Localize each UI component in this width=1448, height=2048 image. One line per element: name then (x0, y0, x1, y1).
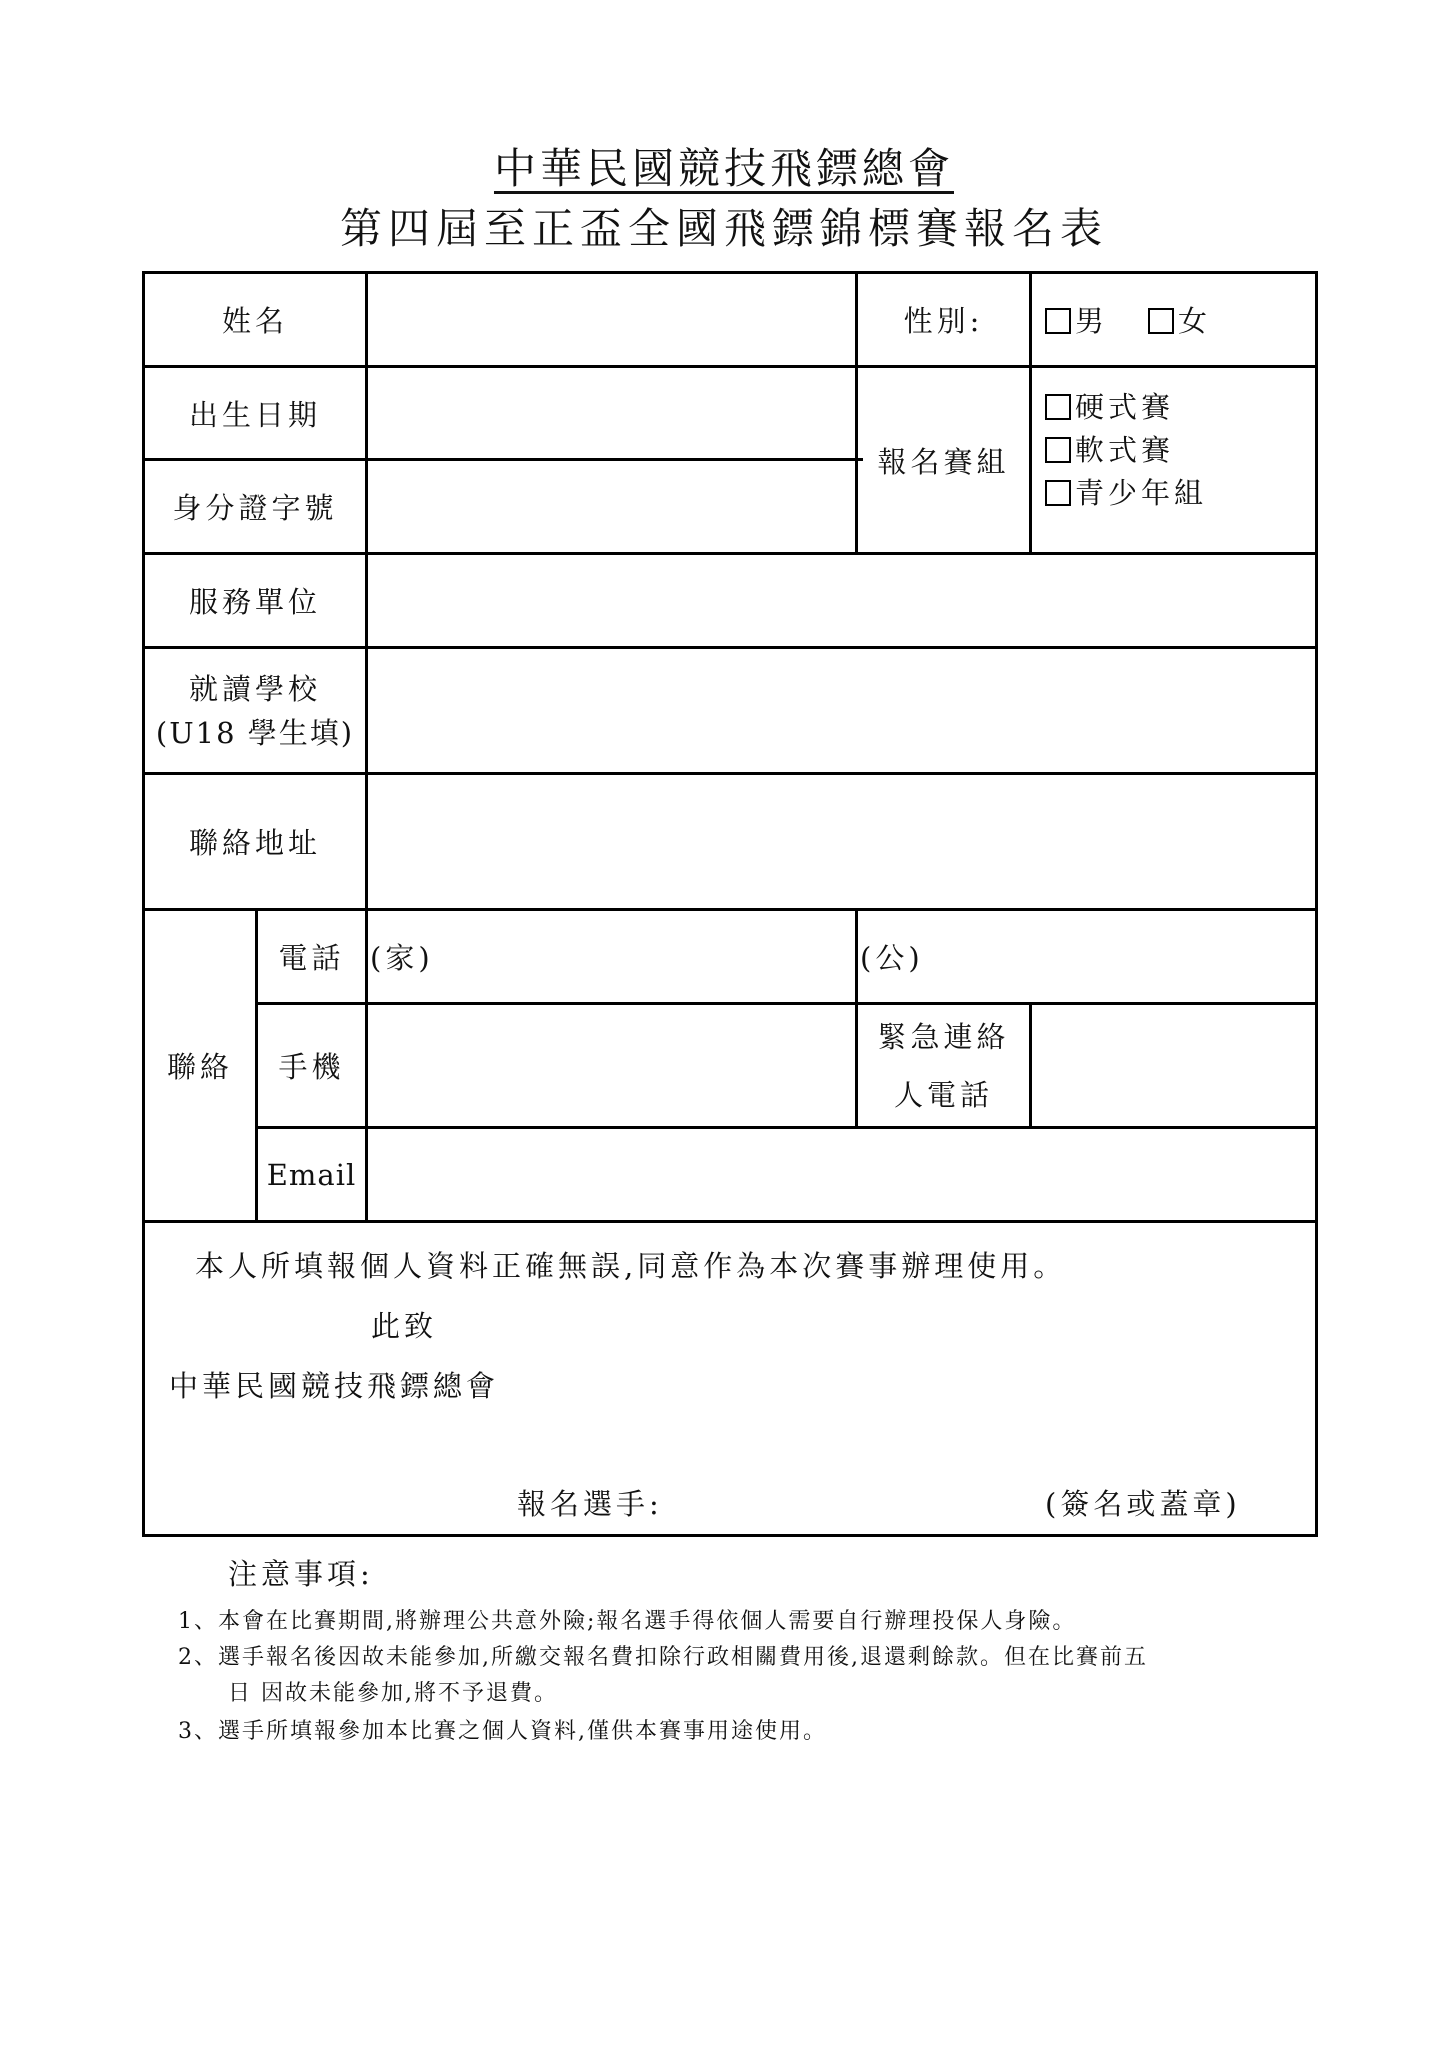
note-item: 日 因故未能參加,將不予退費。 (228, 1681, 558, 1706)
id-label: 身分證字號 (172, 491, 338, 525)
checkbox-icon (1045, 480, 1071, 506)
address-label: 聯絡地址 (188, 826, 321, 860)
note-item: 2、選手報名後因故未能參加,所繳交報名費扣除行政相關費用後,退還剩餘款。但在比賽前五 (178, 1645, 1148, 1670)
school-label: 就讀學校 (U18 學生填) (155, 671, 355, 750)
school-field[interactable] (368, 649, 1315, 772)
division-label: 報名賽組 (877, 444, 1010, 479)
birth-label: 出生日期 (188, 397, 321, 432)
mobile-field[interactable] (368, 1005, 855, 1126)
address-field[interactable] (368, 775, 1315, 908)
registration-form (142, 271, 1318, 1537)
division-hard-checkbox[interactable]: 硬式賽 (1045, 386, 1315, 429)
division-youth-checkbox[interactable]: 青少年組 (1045, 472, 1315, 515)
email-label: Email (266, 1157, 357, 1192)
addressee: 中華民國競技飛鏢總會 (169, 1369, 500, 1403)
gender-label: 性別: (903, 304, 984, 338)
division-soft-checkbox[interactable]: 軟式賽 (1045, 429, 1315, 472)
office-phone-field[interactable]: (公) (860, 941, 924, 975)
work-field[interactable] (368, 555, 1315, 646)
contact-label: 聯絡 (166, 1050, 233, 1084)
phone-label: 電話 (278, 941, 345, 975)
work-label: 服務單位 (188, 585, 321, 619)
declaration-text: 本人所填報個人資料正確無誤,同意作為本次賽事辦理使用。 (195, 1249, 1067, 1283)
note-item: 3、選手所填報參加本比賽之個人資料,僅供本賽事用途使用。 (178, 1719, 827, 1744)
note-item: 1、本會在比賽期間,將辦理公共意外險;報名選手得依個人需要自行辦理投保人身險。 (178, 1609, 1077, 1634)
checkbox-icon (1045, 437, 1071, 463)
birth-field[interactable] (368, 368, 855, 458)
checkbox-icon (1045, 394, 1071, 420)
notes-title: 注意事項: (228, 1557, 374, 1591)
salutation: 此致 (371, 1309, 438, 1343)
gender-options (1045, 274, 1315, 365)
col-divider (1029, 274, 1032, 552)
emergency-label: 緊急連絡 人電話 (877, 1019, 1010, 1112)
org-title: 中華民國競技飛鏢總會 (493, 144, 954, 193)
gender-female-checkbox[interactable]: 女 (1148, 299, 1211, 340)
division-options (1045, 386, 1315, 515)
email-field[interactable] (368, 1129, 1315, 1220)
checkbox-icon (1148, 308, 1174, 334)
signature-hint: (簽名或蓋章) (1045, 1487, 1241, 1521)
gender-male-checkbox[interactable]: 男 (1045, 299, 1108, 340)
emergency-field[interactable] (1032, 1005, 1315, 1126)
name-label: 姓名 (221, 304, 288, 338)
id-field[interactable] (368, 461, 855, 552)
row-divider (145, 1220, 1315, 1223)
checkbox-icon (1045, 308, 1071, 334)
mobile-label: 手機 (278, 1050, 345, 1084)
signer-label: 報名選手: (517, 1487, 663, 1521)
form-title: 第四屆至正盃全國飛鏢錦標賽報名表 (339, 204, 1108, 253)
signature-field[interactable] (675, 1478, 975, 1518)
name-field[interactable] (368, 274, 855, 365)
home-phone-field[interactable]: (家) (370, 941, 434, 975)
